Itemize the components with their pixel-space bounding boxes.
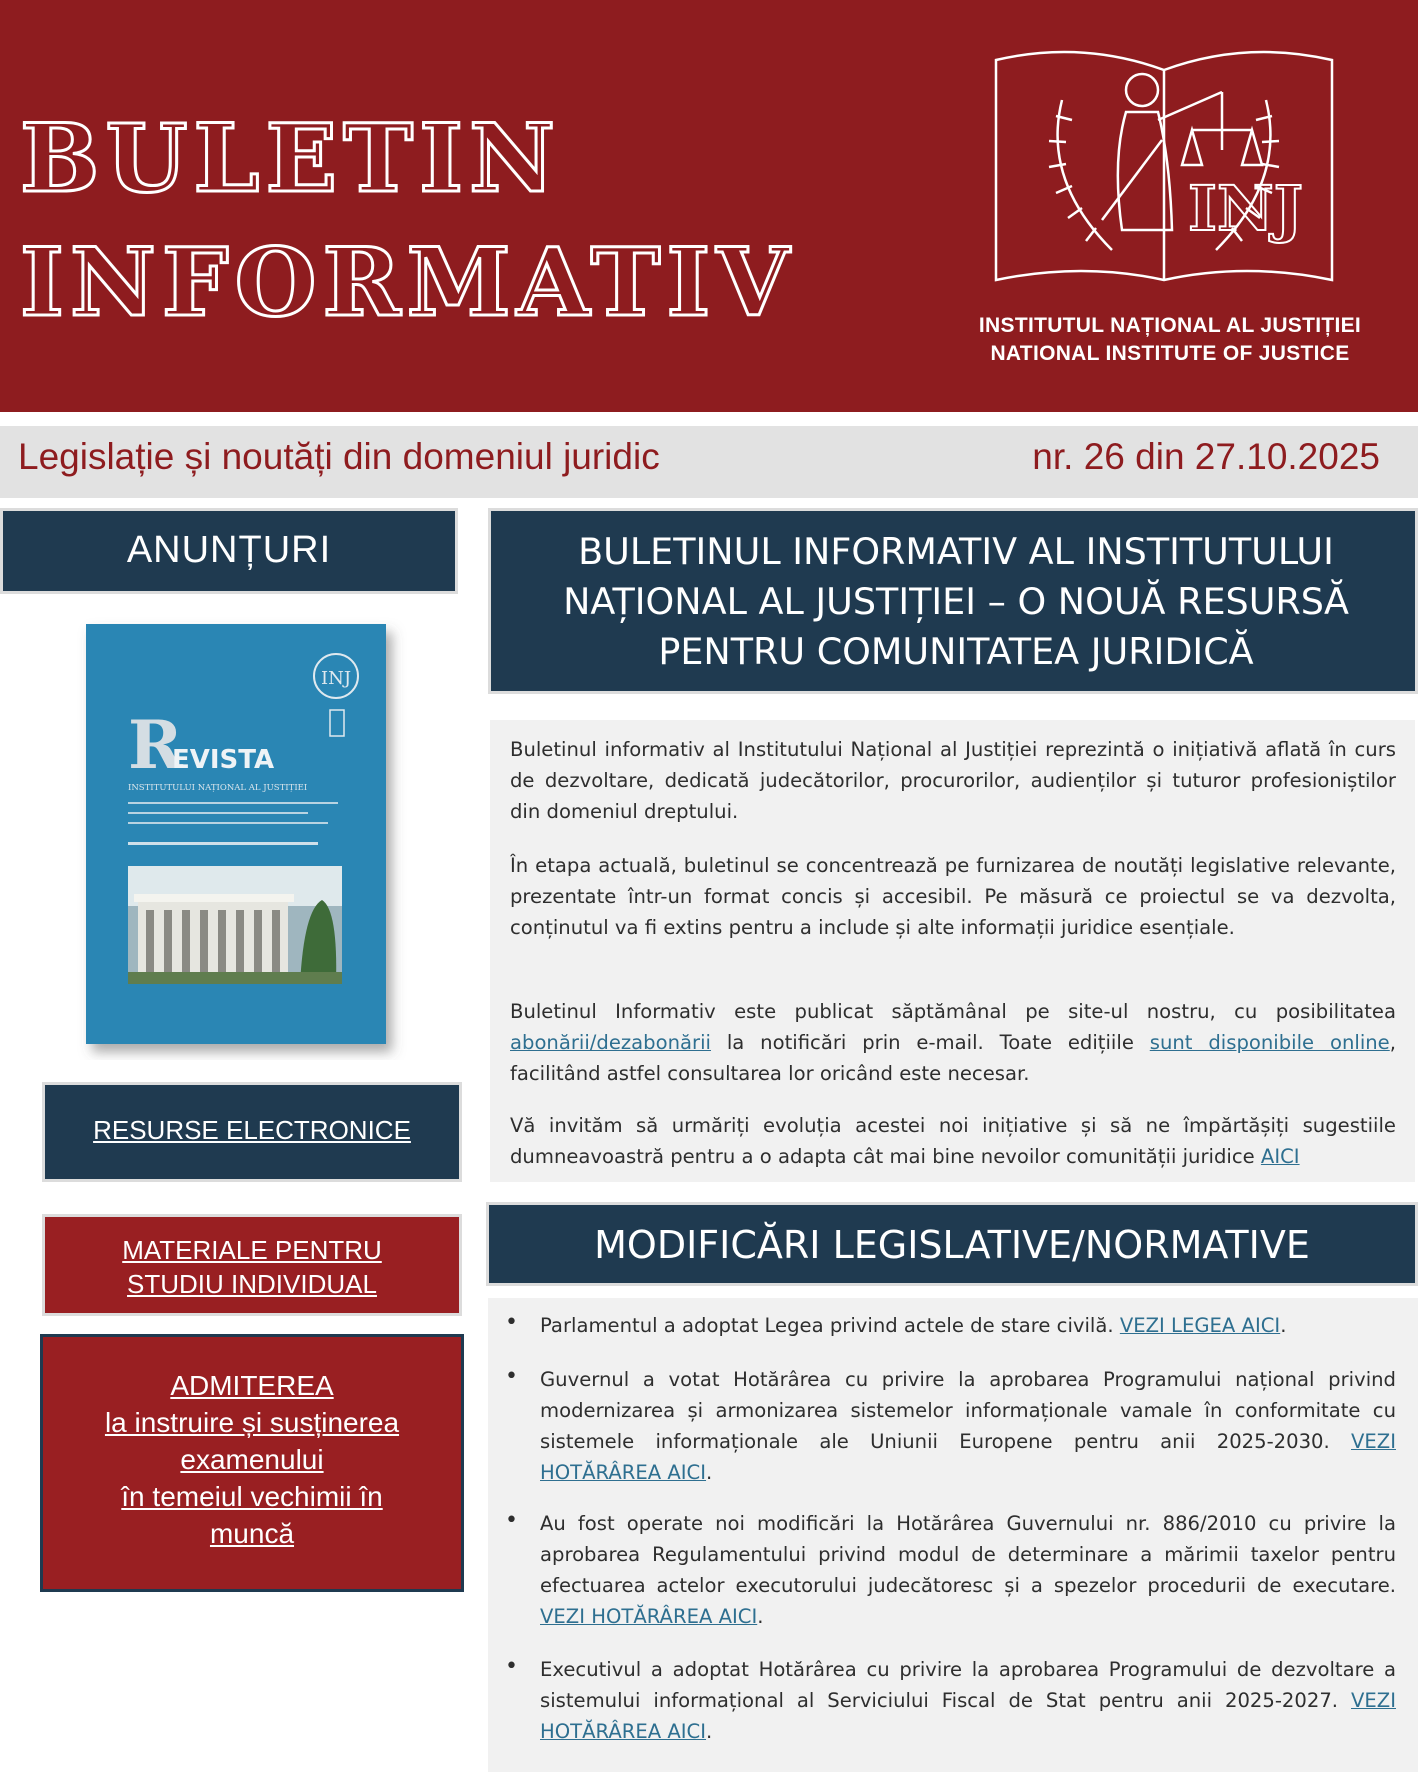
modifications-heading: MODIFICĂRI LEGISLATIVE/NORMATIVE — [594, 1223, 1310, 1267]
title-line-1: BULETIN — [20, 104, 562, 214]
bullet-icon: • — [505, 1654, 518, 1679]
list-item: Parlamentul a adoptat Legea privind actele de stare civilă. VEZI LEGEA AICI. — [540, 1314, 1287, 1337]
admission-link-line5[interactable]: muncă — [209, 1518, 295, 1549]
bullet-icon: • — [505, 1364, 518, 1389]
modifications-heading-box — [486, 1202, 1418, 1286]
subscribe-link[interactable]: abonării/dezabonării — [510, 1031, 711, 1054]
cover-big-letter: R — [128, 706, 183, 784]
list-item: Au fost operate noi modificări la Hotărârea Guvernului nr. 886/2010 cu privire la aprobarea Regulamentului privind modul de determinare a mărimii taxelor pentru efectuarea actelor executorului judecătoresc și a spezelor procedurii de executare. VEZI HOTĂRÂREA AICI. — [540, 1512, 1396, 1628]
intro-paragraph-4: Vă invităm să urmăriți evoluția acestei noi inițiative și să ne împărtășiți sugestiile dumneavoastră pentru a o adapta cât mai bine nevoilor comunității juridice AICI — [510, 1114, 1396, 1168]
main-heading: BULETINUL INFORMATIV AL INSTITUTULUI NAȚIONAL AL JUSTIȚIEI – O NOUĂ RESURSĂ PENTRU COMUNITATEA JURIDICĂ — [563, 530, 1349, 673]
cover-subtitle: INSTITUTULUI NAȚIONAL AL JUSTIȚIEI — [128, 783, 308, 793]
main-heading-box — [488, 508, 1418, 694]
intro-paragraph-1: Buletinul informativ al Institutului Național al Justiției reprezintă o inițiativă aflată în curs de dezvoltare, dedicată judecătorilor, procurorilor, audienților și tuturor profesioniștilor din domeniul dreptului. — [510, 738, 1396, 823]
study-materials-link-line2[interactable]: STUDIU INDIVIDUAL — [127, 1269, 377, 1299]
feedback-link[interactable]: AICI — [1260, 1145, 1300, 1168]
admission-button[interactable] — [40, 1334, 464, 1592]
decision-link[interactable]: VEZI HOTĂRÂREA AICI — [540, 1689, 1396, 1743]
admission-link-line2[interactable]: la instruire și susținerea — [104, 1407, 400, 1438]
admission-link-line3[interactable]: examenului — [180, 1444, 324, 1475]
revista-cover-link[interactable] — [72, 610, 412, 1060]
intro-paragraph-2: În etapa actuală, buletinul se concentrează pe furnizarea de noutăți legislative relevante, prezentate într-un format concis și accesibil. Pe măsură ce proiectul se va dezvolta, conținutul va fi extins pentru a include și alte informații juridice esențiale. — [510, 854, 1396, 939]
svg-text:INJ: INJ — [320, 668, 352, 689]
admission-link-line4[interactable]: în temeiul vechimii în — [121, 1481, 383, 1512]
admission-link-line1[interactable]: ADMITEREA — [170, 1370, 334, 1401]
list-item: Guvernul a votat Hotărârea cu privire la aprobarea Programului național privind modernizarea și armonizarea sistemelor informaționale vamale în conformitate cu sistemele informaționale ale Uniunii Europene pentru anii 2025-2030. VEZI HOTĂRÂREA AICI. — [540, 1368, 1396, 1484]
intro-paragraph-3: Buletinul Informativ este publicat săptămânal pe site-ul nostru, cu posibilitatea abonării/dezabonării la notificări prin e-mail. Toate edițiile sunt disponibile online, facilitând astfel consultarea lor oricând este necesar. — [510, 1000, 1396, 1085]
institute-name-en: NATIONAL INSTITUTE OF JUSTICE — [990, 342, 1350, 365]
electronic-resources-link[interactable]: RESURSE ELECTRONICE — [93, 1115, 411, 1145]
institute-name-ro: INSTITUTUL NAȚIONAL AL JUSTIȚIEI — [978, 314, 1362, 337]
archive-link[interactable]: sunt disponibile online — [1149, 1031, 1390, 1054]
issue-number: nr. 26 din 27.10.2025 — [1032, 436, 1380, 477]
title-line-2: INFORMATIV — [20, 228, 796, 338]
cover-title: EVISTA — [172, 745, 275, 775]
study-materials-button[interactable] — [42, 1214, 462, 1316]
study-materials-link-line1[interactable]: MATERIALE PENTRU — [122, 1235, 382, 1265]
subtitle: Legislație și noutăți din domeniul juridic — [18, 436, 660, 477]
announcements-label: ANUNȚURI — [126, 529, 332, 571]
electronic-resources-button[interactable] — [42, 1082, 462, 1182]
decision-link[interactable]: VEZI HOTĂRÂREA AICI — [540, 1430, 1396, 1484]
bullet-icon: • — [505, 1508, 518, 1533]
law-link[interactable]: VEZI LEGEA AICI — [1119, 1314, 1281, 1337]
logo-monogram: INJ — [1188, 172, 1304, 245]
list-item: Executivul a adoptat Hotărârea cu privire la aprobarea Programului de dezvoltare a sistemului informațional al Serviciului Fiscal de Stat pentru anii 2025-2027. VEZI HOTĂRÂREA AICI. — [540, 1658, 1396, 1743]
announcements-heading — [0, 508, 458, 594]
bullet-icon: • — [505, 1310, 518, 1335]
decision-link[interactable]: VEZI HOTĂRÂREA AICI — [540, 1605, 758, 1628]
themis-scales-book-logo-icon — [992, 30, 1336, 288]
